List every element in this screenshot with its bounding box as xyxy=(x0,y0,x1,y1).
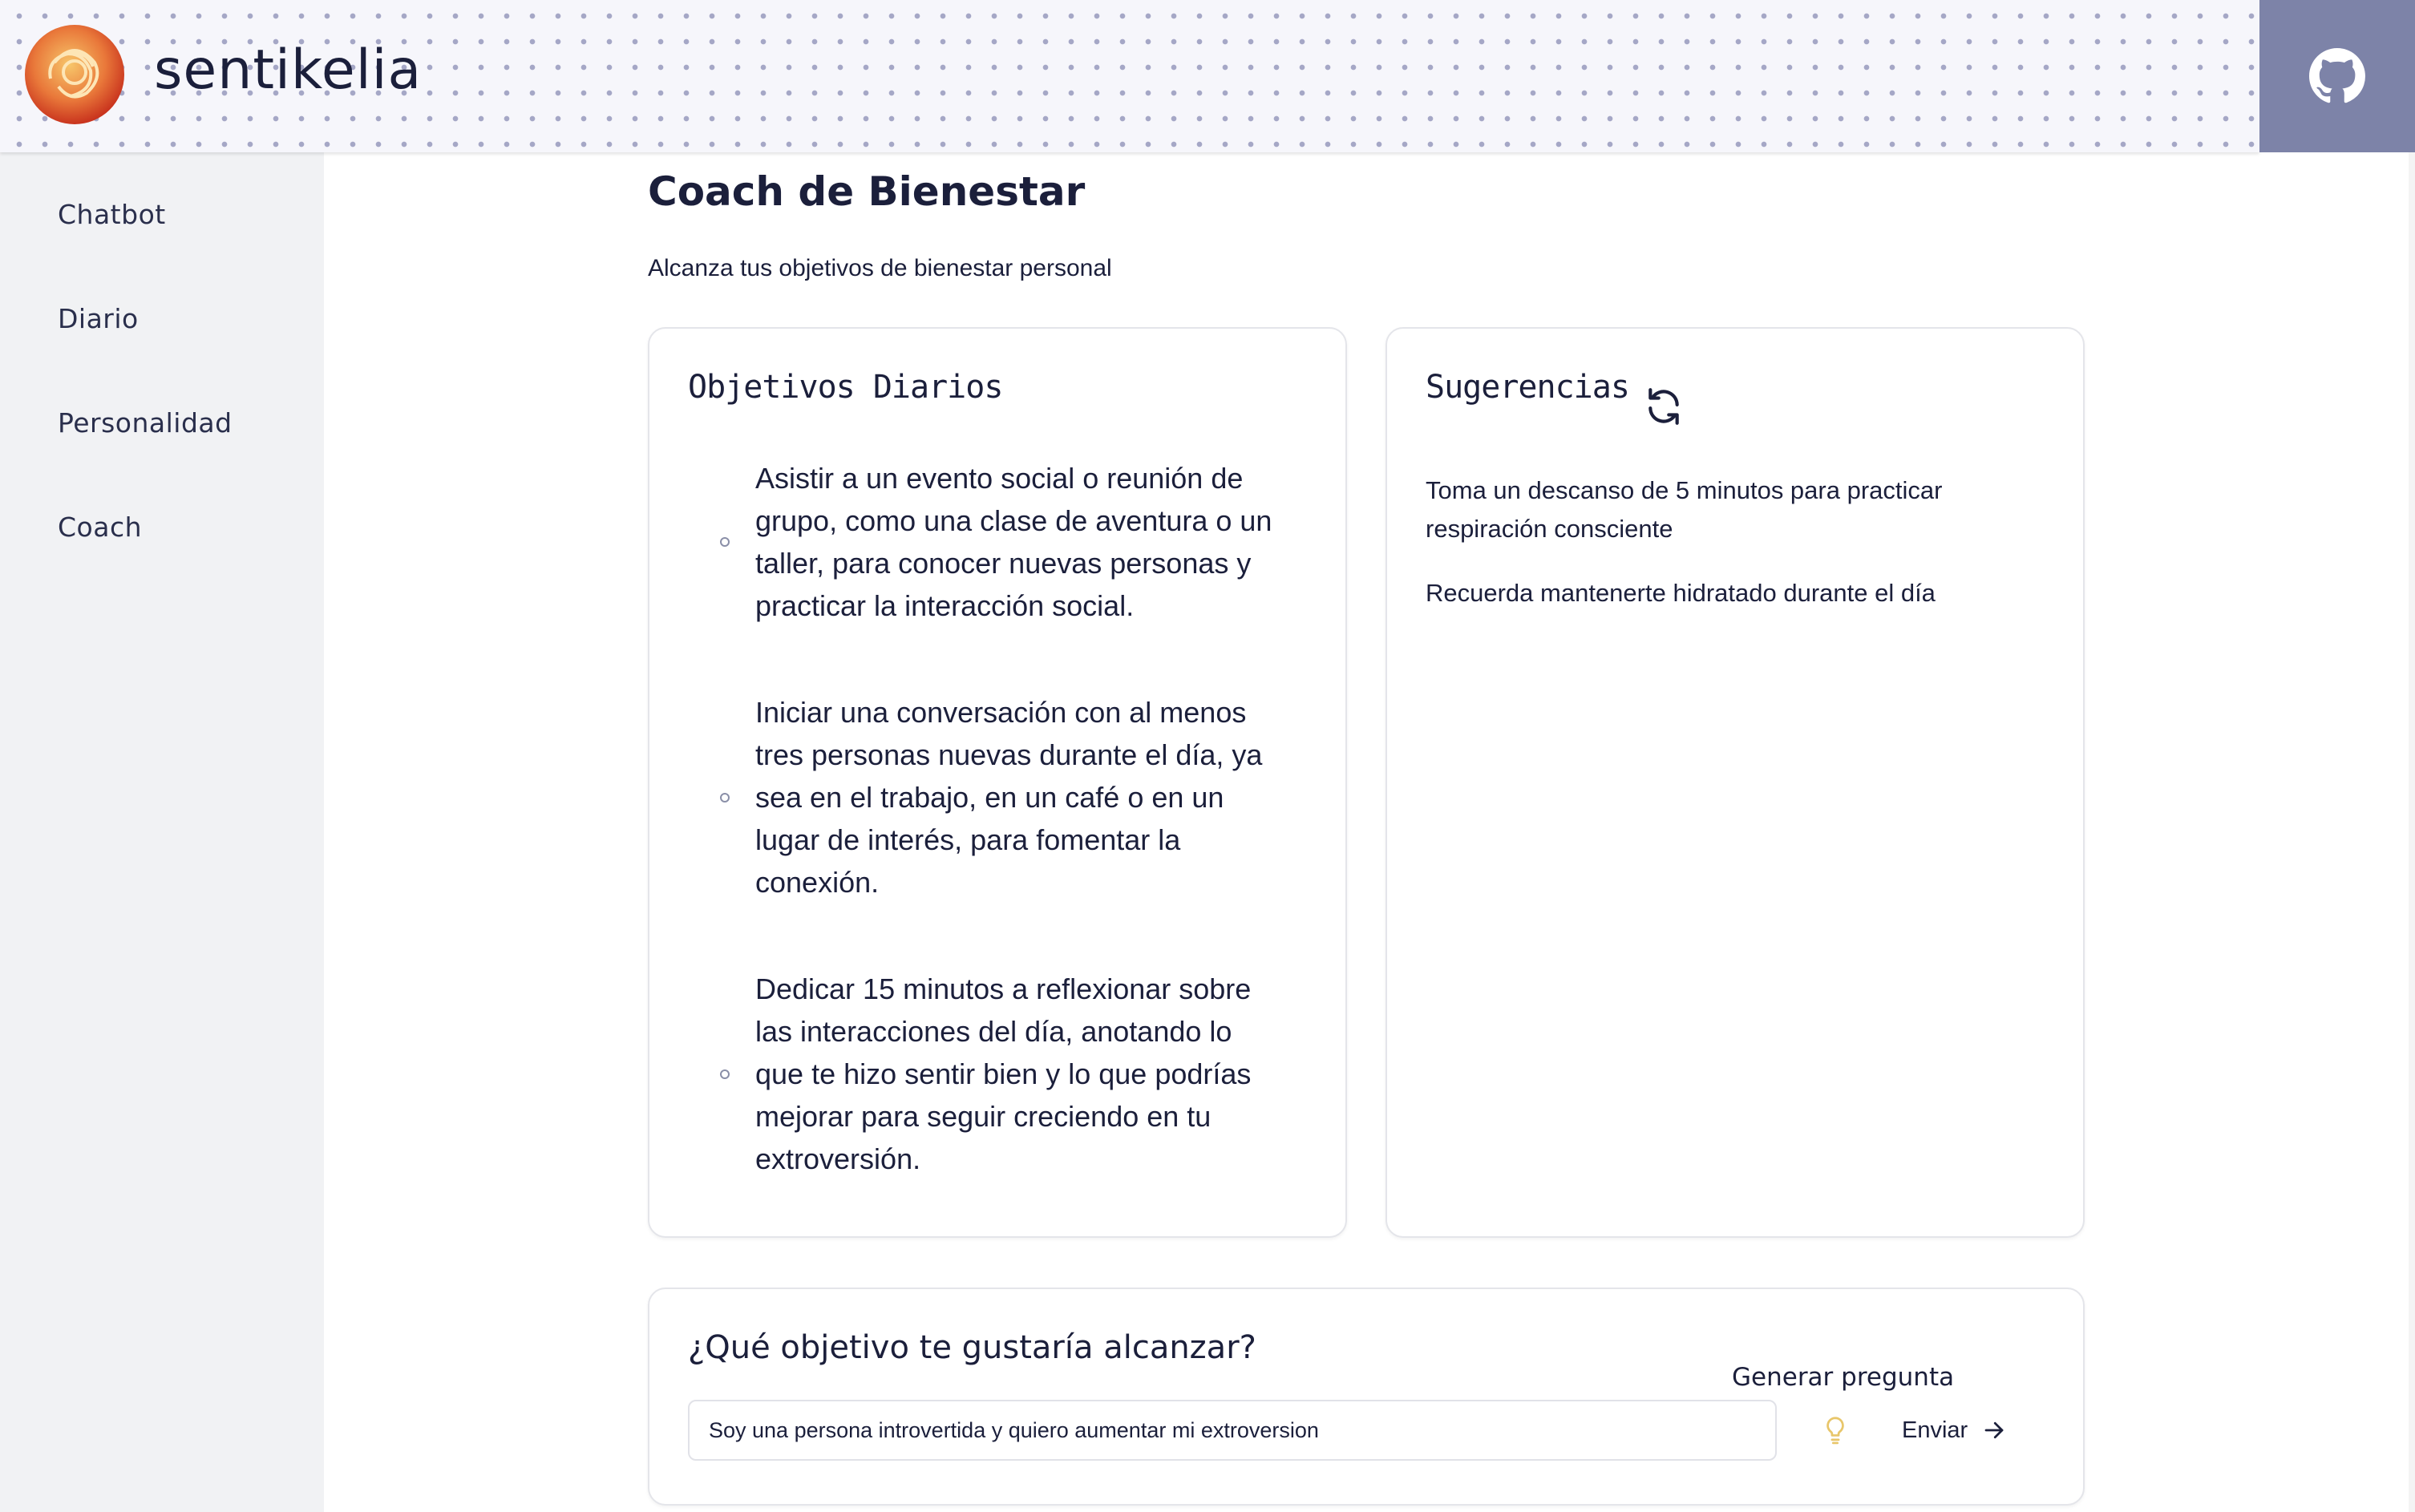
sidebar xyxy=(0,152,324,1512)
app-header xyxy=(0,0,2259,152)
sidebar-item-personalidad[interactable]: Personalidad xyxy=(58,407,233,439)
page-subtitle: Alcanza tus objetivos de bienestar personal xyxy=(648,255,1112,281)
send-button[interactable] xyxy=(1902,1406,2006,1454)
bullet-icon xyxy=(720,793,730,802)
goal-input-card xyxy=(648,1288,2085,1506)
send-button-label: Enviar xyxy=(1902,1417,1968,1443)
bullet-icon xyxy=(720,1069,730,1079)
brand-name: sentikelia xyxy=(154,38,423,102)
page-title: Coach de Bienestar xyxy=(648,168,1086,215)
generate-question-label: Generar pregunta xyxy=(1732,1363,1955,1392)
suggestions-card xyxy=(1385,327,2085,1238)
bullet-icon xyxy=(720,537,730,547)
sidebar-item-coach[interactable]: Coach xyxy=(58,511,143,543)
daily-goals-title: Objetivos Diarios xyxy=(688,369,1003,406)
list-item: Asistir a un evento social o reunión de grupo, como una clase de aventura o un taller, para conocer nuevas personas y practicar la interacción social. xyxy=(726,457,1288,627)
goal-list xyxy=(726,457,1288,1244)
github-link[interactable] xyxy=(2259,0,2415,152)
goal-input-title: ¿Qué objetivo te gustaría alcanzar? xyxy=(688,1329,1256,1366)
suggestions-title: Sugerencias xyxy=(1426,369,1629,406)
sidebar-item-diario[interactable]: Diario xyxy=(58,303,139,334)
sidebar-item-chatbot[interactable]: Chatbot xyxy=(58,199,166,230)
daily-goals-card xyxy=(648,327,1347,1238)
page-scrollbar[interactable] xyxy=(2409,152,2415,1512)
list-item: Iniciar una conversación con al menos tres personas nuevas durante el día, ya sea en el trabajo, en un café o en un lugar de interés, para fomentar la conexión. xyxy=(726,691,1288,904)
suggestion-item: Recuerda mantenerte hidratado durante el día xyxy=(1426,579,1936,607)
lightbulb-icon[interactable] xyxy=(1822,1416,1849,1446)
refresh-icon[interactable] xyxy=(1644,386,1684,427)
suggestion-item: Toma un descanso de 5 minutos para practicar respiración consciente xyxy=(1426,476,1943,543)
arrow-right-icon xyxy=(1982,1418,2006,1442)
goal-input[interactable] xyxy=(688,1400,1777,1461)
swirl-logo-icon[interactable] xyxy=(22,22,127,127)
list-item: Dedicar 15 minutos a reflexionar sobre las interacciones del día, anotando lo que te hizo sentir bien y lo que podrías mejorar para seguir creciendo en tu extroversión. xyxy=(726,968,1288,1180)
github-icon[interactable] xyxy=(2309,48,2365,104)
